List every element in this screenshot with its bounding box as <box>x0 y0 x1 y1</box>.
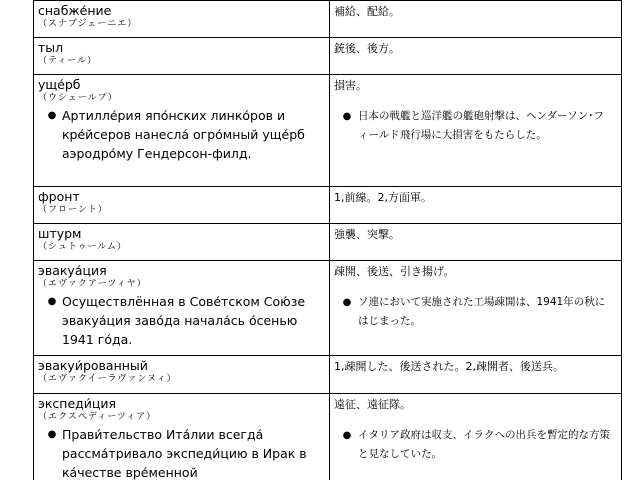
japanese-meaning: 1,前線。2,方面軍。 <box>334 191 432 204</box>
japanese-meaning: 1,疎開した、後送された。2,疎開者、後送兵。 <box>334 360 564 373</box>
example-text-jp: ソ連において実施された工場疎開は、1941年の秋にはじまった。 <box>358 296 606 327</box>
japanese-cell <box>330 1 622 38</box>
bullet-icon: ● <box>342 111 352 122</box>
japanese-meaning: 遠征、遠征隊。 <box>334 398 411 411</box>
example-text-ru: Артилле́рия япо́нских линко́ров и кре́йсеров нанесла́ огро́мный уще́рб аэродро́му Гендерсон-филд. <box>62 108 305 161</box>
japanese-meaning: 補給、配給。 <box>334 5 400 18</box>
russian-word: тыл <box>38 40 64 55</box>
table-row <box>34 356 622 394</box>
katakana-reading: （エヴァクアーツィヤ） <box>38 279 147 289</box>
russian-word: эвакуи́рованный <box>38 358 148 373</box>
bullet-icon: ● <box>342 297 352 308</box>
table-row <box>34 187 622 224</box>
table-row <box>34 224 622 261</box>
example-sentence-ru <box>38 425 325 480</box>
japanese-cell <box>330 75 622 187</box>
bullet-icon: ● <box>47 429 57 440</box>
russian-cell <box>34 75 330 187</box>
example-text-ru: Осуществлённая в Сове́тском Сою́зе эвакуа́ция заво́да начала́сь о́сенью 1941 го́да. <box>62 294 306 347</box>
russian-cell <box>34 261 330 356</box>
russian-word: снабже́ние <box>38 3 112 18</box>
table-row <box>34 261 622 356</box>
example-sentence-jp <box>334 293 617 331</box>
japanese-cell <box>330 356 622 394</box>
bullet-icon: ● <box>342 430 352 441</box>
russian-cell <box>34 1 330 38</box>
bullet-icon: ● <box>47 296 57 307</box>
japanese-cell <box>330 394 622 480</box>
russian-word: эвакуа́ция <box>38 263 107 278</box>
table-row <box>34 394 622 480</box>
japanese-meaning: 疎開、後送、引き揚げ。 <box>334 265 455 278</box>
katakana-reading: （ウシェールプ） <box>38 93 118 103</box>
russian-cell <box>34 224 330 261</box>
example-sentence-jp <box>334 107 617 145</box>
russian-word: уще́рб <box>38 77 81 92</box>
russian-cell <box>34 187 330 224</box>
russian-word: экспеди́ция <box>38 396 117 411</box>
example-sentence-ru <box>38 292 325 349</box>
bullet-icon: ● <box>47 110 57 121</box>
russian-cell <box>34 356 330 394</box>
table-row <box>34 75 622 187</box>
russian-cell <box>34 394 330 480</box>
table-row <box>34 1 622 38</box>
katakana-reading: （シュトゥールム） <box>38 242 128 252</box>
table-row <box>34 38 622 75</box>
example-sentence-ru <box>38 106 325 163</box>
katakana-reading: （フローント） <box>38 205 108 215</box>
katakana-reading: （エヴァクイーラヴァンヌィ） <box>38 374 177 384</box>
example-sentence-jp <box>334 426 617 464</box>
japanese-cell <box>330 38 622 75</box>
japanese-cell <box>330 261 622 356</box>
example-text-jp: イタリア政府は収支、イラクへの出兵を暫定的な方策と見なしていた。 <box>358 429 610 460</box>
russian-word: фронт <box>38 189 80 204</box>
japanese-meaning: 強襲、突撃。 <box>334 228 400 241</box>
japanese-meaning: 損害。 <box>334 79 367 92</box>
japanese-meaning: 銃後、後方。 <box>334 42 400 55</box>
katakana-reading: （エクスペディーツィア） <box>38 412 157 422</box>
russian-word: штурм <box>38 226 82 241</box>
japanese-cell <box>330 187 622 224</box>
russian-cell <box>34 38 330 75</box>
example-text-jp: 日本の戦艦と巡洋艦の艦砲射撃は、ヘンダーソン･フィールド飛行場に大損害をもたらした。 <box>358 110 604 141</box>
vocabulary-table <box>33 0 622 480</box>
katakana-reading: （ティール） <box>38 56 98 66</box>
japanese-cell <box>330 224 622 261</box>
example-text-ru: Прави́тельство Ита́лии всегда́ рассма́тривало экспеди́цию в Ирак в ка́честве вре́менной <box>62 427 307 480</box>
katakana-reading: （スナブジェーニエ） <box>38 19 138 29</box>
